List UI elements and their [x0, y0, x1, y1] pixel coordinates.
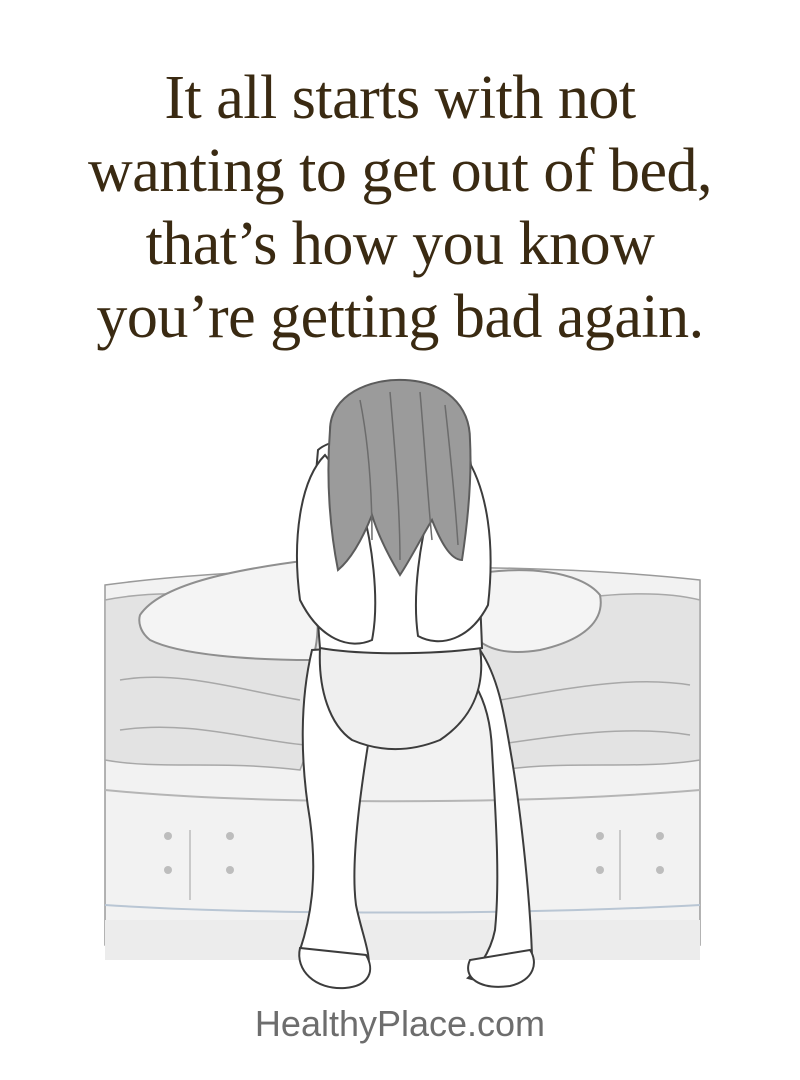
- quote-line-2: wanting to get out of bed,: [87, 137, 713, 205]
- quote-line-1: It all starts with not: [164, 64, 636, 132]
- quote-line-3: that’s how you know: [145, 210, 655, 278]
- woman-sitting-on-bed-illustration: [0, 370, 800, 1000]
- quote-line-4: you’re getting bad again.: [96, 283, 704, 351]
- quote-text: [0, 62, 800, 354]
- brand-footer: HealthyPlace.com: [254, 1003, 546, 1044]
- hair: [328, 380, 470, 575]
